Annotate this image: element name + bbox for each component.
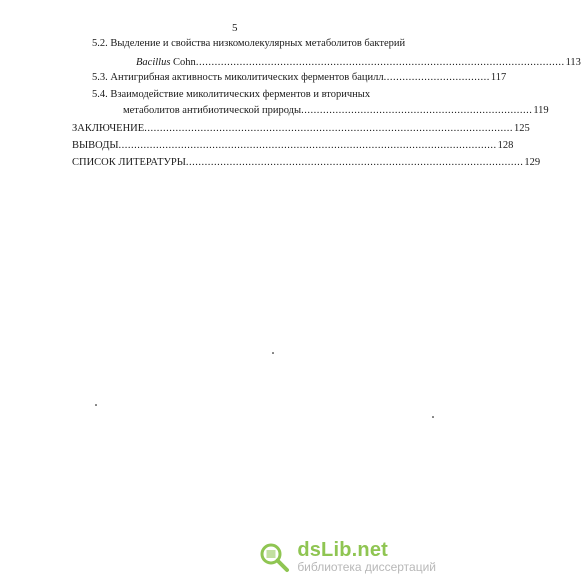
toc-page-ref: 128 [497, 140, 514, 151]
toc-entry-5-4-text: метаболитов антибиотической природы [123, 105, 302, 116]
toc-page-ref: 129 [524, 157, 541, 168]
toc-entry-5-4-line2 [123, 105, 549, 117]
page-number: 5 [232, 22, 238, 34]
dslib-watermark [257, 540, 436, 574]
toc-page-ref: 119 [533, 105, 549, 116]
toc-entry-conclusion-text: ЗАКЛЮЧЕНИЕ [72, 123, 145, 134]
toc-entry-findings-text: ВЫВОДЫ [72, 140, 119, 151]
scan-speck [432, 416, 434, 418]
toc-entry-5-2-line2 [136, 57, 581, 69]
toc-page-ref: 117 [490, 72, 507, 83]
toc-entry-conclusion [72, 123, 530, 135]
scan-speck [95, 404, 97, 406]
toc-entry-5-3 [92, 72, 507, 84]
magnifier-book-icon [257, 540, 291, 574]
toc-leader-dots: ......................................................................................................................... [118, 140, 497, 151]
toc-entry-references-text: СПИСОК ЛИТЕРАТУРЫ [72, 157, 186, 168]
watermark-texts [297, 540, 436, 574]
toc-entry-5-4-line1: 5.4. Взаимодействие миколитических ферментов и вторичных [92, 89, 371, 100]
toc-leader-dots: ............................................................................................................ [185, 157, 524, 168]
toc-leader-dots: ...................................................................................................................... [144, 123, 513, 134]
toc-leader-dots: .......................................................................... [301, 105, 533, 116]
genus-name: Bacillus [136, 57, 171, 68]
toc-entry-5-2-text [136, 57, 196, 69]
toc-page-ref: 113 [565, 57, 581, 68]
scan-speck [272, 352, 274, 354]
toc-entry-5-3-text: 5.3. Антигрибная активность миколитических ферментов бацилл [92, 72, 384, 83]
toc-leader-dots: ...................................................................................................................... [195, 57, 565, 68]
watermark-brand: dsLib.net [297, 539, 388, 561]
author-name: Cohn [170, 57, 196, 68]
toc-leader-dots: .................................. [383, 72, 490, 83]
toc-entry-5-2-line1: 5.2. Выделение и свойства низкомолекулярных метаболитов бактерий [92, 38, 406, 49]
toc-entry-findings [72, 140, 514, 152]
toc-page-ref: 125 [513, 123, 530, 134]
watermark-subtitle: библиотека диссертаций [297, 560, 436, 574]
toc-entry-references [72, 157, 541, 169]
